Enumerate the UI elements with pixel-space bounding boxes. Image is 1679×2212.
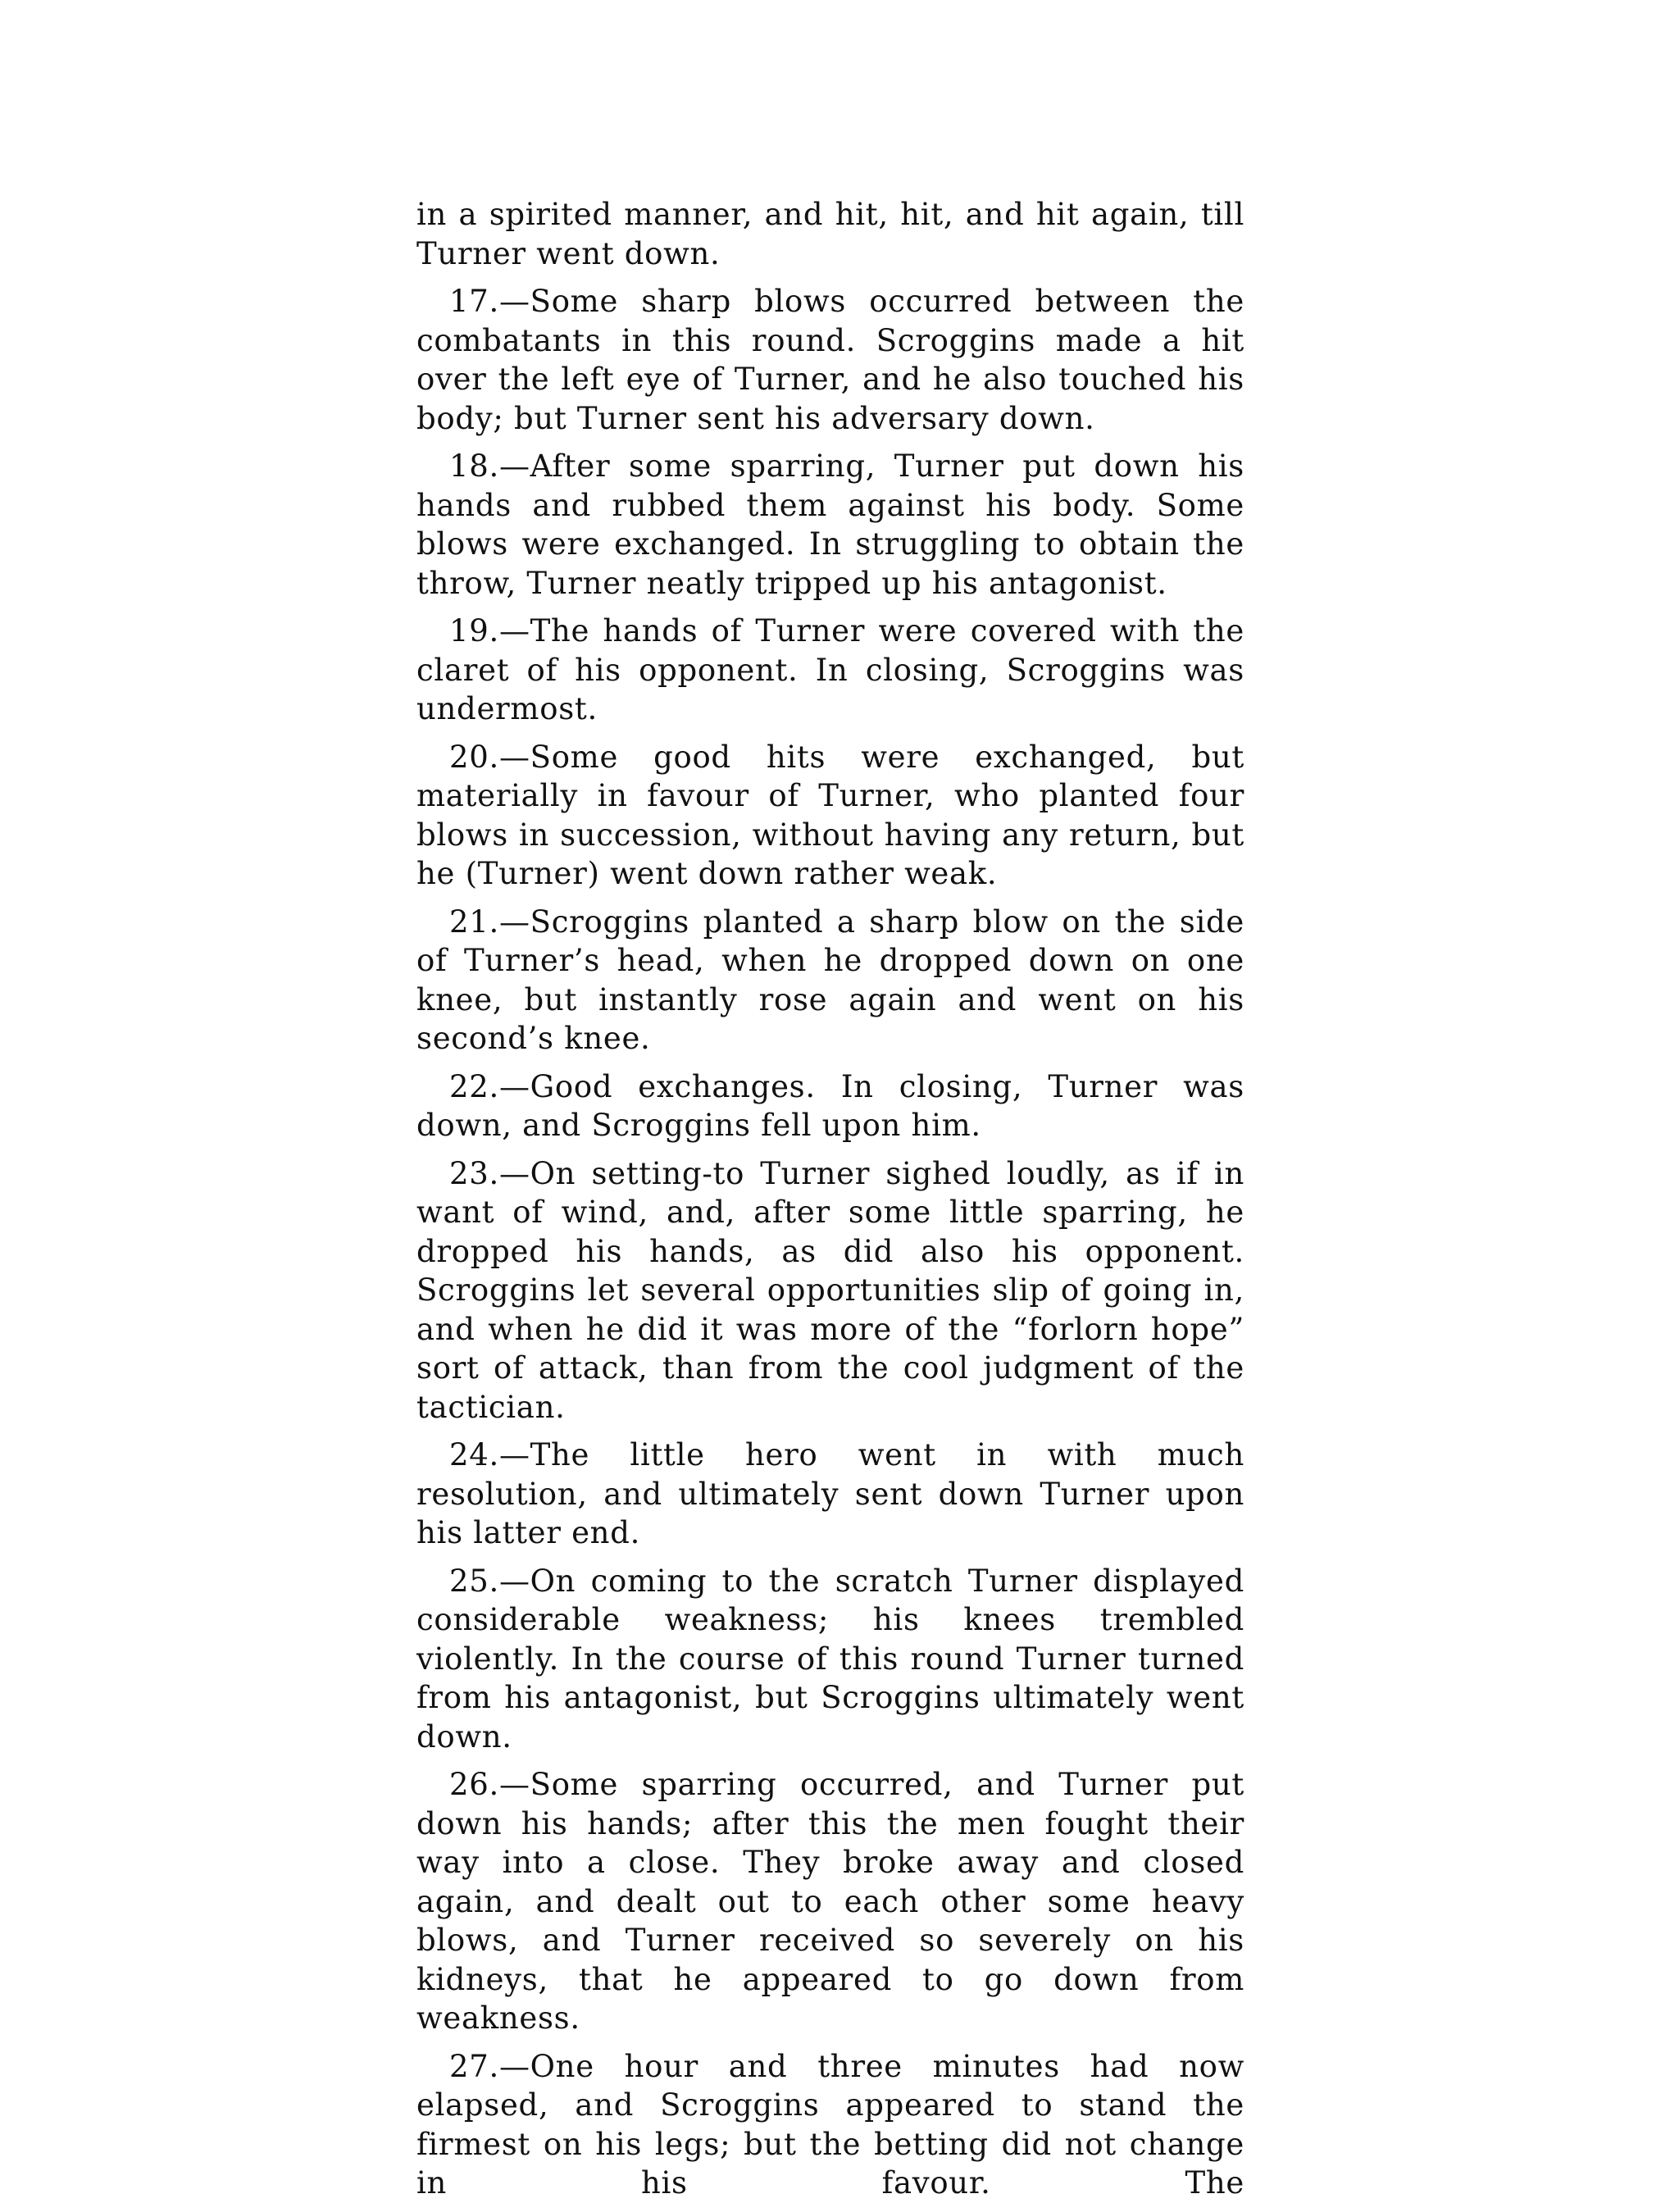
paragraph-round-24: 24.—The little hero went in with much resolution, and ultimately sent down Turner upon his latter end. xyxy=(416,1437,1244,1550)
body-text xyxy=(416,195,1244,2212)
paragraph-round-19: 19.—The hands of Turner were covered with the claret of his opponent. In closing, Scroggins was undermost. xyxy=(416,613,1244,726)
paragraph-continuation: in a spirited manner, and hit, hit, and hit again, till Turner went down. xyxy=(416,197,1244,271)
paragraph-round-23: 23.—On setting-to Turner sighed loudly, as if in want of wind, and, after some little sparring, he dropped his hands, as did also his opponent. Scroggins let several opportunities slip of going in, and when he did it was more of the “forlorn hope” sort of attack, than from the cool judgment of the tactician. xyxy=(416,1155,1244,1425)
paragraph-round-25: 25.—On coming to the scratch Turner displayed considerable weakness; his knees trembled violently. In the course of this round Turner turned from his antagonist, but Scroggins ultimately went down. xyxy=(416,1563,1244,1755)
paragraph-round-22: 22.—Good exchanges. In closing, Turner was down, and Scroggins fell upon him. xyxy=(416,1068,1244,1143)
paragraph-round-21: 21.—Scroggins planted a sharp blow on the side of Turner’s head, when he dropped down on one knee, but instantly rose again and went on his second’s knee. xyxy=(416,903,1244,1056)
paragraph-round-18: 18.—After some sparring, Turner put down his hands and rubbed them against his body. Some blows were exchanged. In struggling to obtain the throw, Turner neatly tripped up his antagonist. xyxy=(416,448,1244,601)
paragraph-round-17: 17.—Some sharp blows occurred between the combatants in this round. Scroggins made a hit over the left eye of Turner, and he also touched his body; but Turner sent his adversary down. xyxy=(416,284,1244,436)
paragraph-round-27: 27.—One hour and three minutes had now elapsed, and Scroggins appeared to stand the firmest on his legs; but the betting did not change in his favour. The xyxy=(416,2048,1244,2201)
paragraph-round-20: 20.—Some good hits were exchanged, but materially in favour of Turner, who planted four blows in succession, without having any return, but he (Turner) went down rather weak. xyxy=(416,739,1244,891)
paragraph-round-26: 26.—Some sparring occurred, and Turner put down his hands; after this the men fought their way into a close. They broke away and closed again, and dealt out to each other some heavy blows, and Turner received so severely on his kidneys, that he appeared to go down from weakness. xyxy=(416,1767,1244,2036)
